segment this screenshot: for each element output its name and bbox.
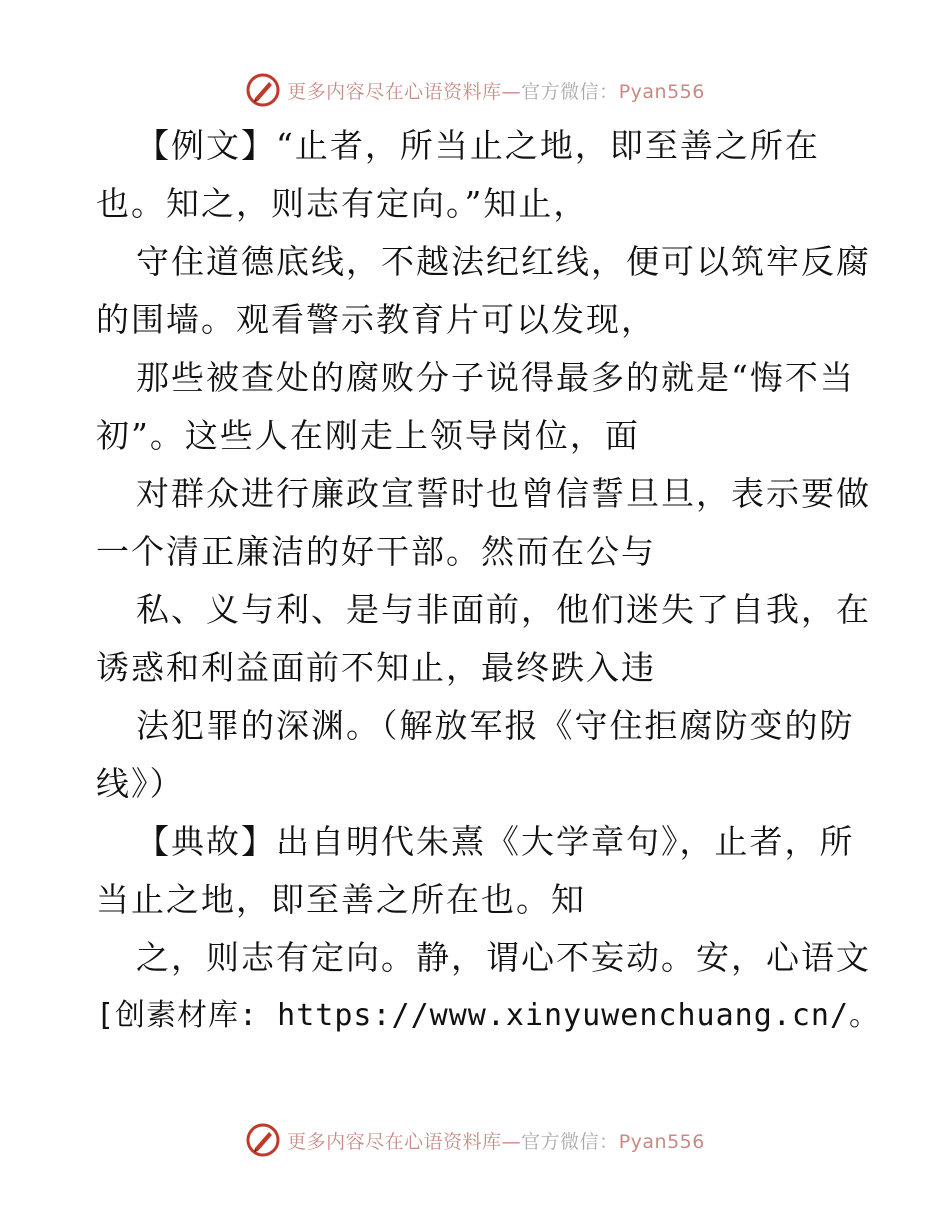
header-watermark bbox=[0, 70, 950, 110]
pen-logo-icon bbox=[245, 72, 281, 108]
watermark-id: Pyan556 bbox=[618, 1130, 705, 1153]
text-line: 诱惑和利益面前不知止，最终跌入违 bbox=[96, 648, 656, 687]
text-line: 守住道德底线，不越法纪红线，便可以筑牢反腐 bbox=[136, 242, 871, 281]
text-line: 私、义与利、是与非面前，他们迷失了自我，在 bbox=[136, 590, 871, 629]
text-line: 那些被查处的腐败分子说得最多的就是“悔不当 bbox=[136, 358, 855, 397]
document-body bbox=[96, 117, 881, 1045]
text-line: 初”。这些人在刚走上领导岗位，面 bbox=[96, 416, 640, 455]
text-line: 也。知之，则志有定向。”知止， bbox=[96, 184, 589, 223]
text-line: 对群众进行廉政宣誓时也曾信誓旦旦，表示要做 bbox=[136, 474, 871, 513]
watermark-dash: — bbox=[501, 1130, 522, 1153]
watermark-wechat: 官方微信： bbox=[521, 80, 619, 103]
text-line: 的围墙。观看警示教育片可以发现， bbox=[96, 300, 656, 339]
watermark-main: 更多内容尽在心语资料库 bbox=[287, 1130, 502, 1153]
text-line: 线》） bbox=[96, 764, 185, 803]
text-line: 法犯罪的深渊。（解放军报《守住拒腐防变的防 bbox=[136, 706, 855, 745]
pen-logo-icon bbox=[245, 1122, 281, 1158]
text-line: 之，则志有定向。静，谓心不妄动。安，心语文 bbox=[136, 938, 871, 977]
watermark-text bbox=[287, 77, 705, 104]
watermark-wechat: 官方微信： bbox=[521, 1130, 619, 1153]
text-line: 一个清正廉洁的好干部。然而在公与 bbox=[96, 532, 656, 571]
text-line: 【例文】“止者，所当止之地，即至善之所在 bbox=[136, 126, 820, 165]
text-line: 【典故】出自明代朱熹《大学章句》，止者，所 bbox=[136, 822, 855, 861]
watermark-text bbox=[287, 1127, 705, 1154]
watermark-main: 更多内容尽在心语资料库 bbox=[287, 80, 502, 103]
footer-watermark bbox=[0, 1120, 950, 1160]
text-line: 当止之地，即至善之所在也。知 bbox=[96, 880, 586, 919]
watermark-id: Pyan556 bbox=[618, 80, 705, 103]
text-line-url: [创素材库: https://www.xinyuwenchuang.cn/。 bbox=[96, 998, 881, 1033]
watermark-dash: — bbox=[501, 80, 522, 103]
